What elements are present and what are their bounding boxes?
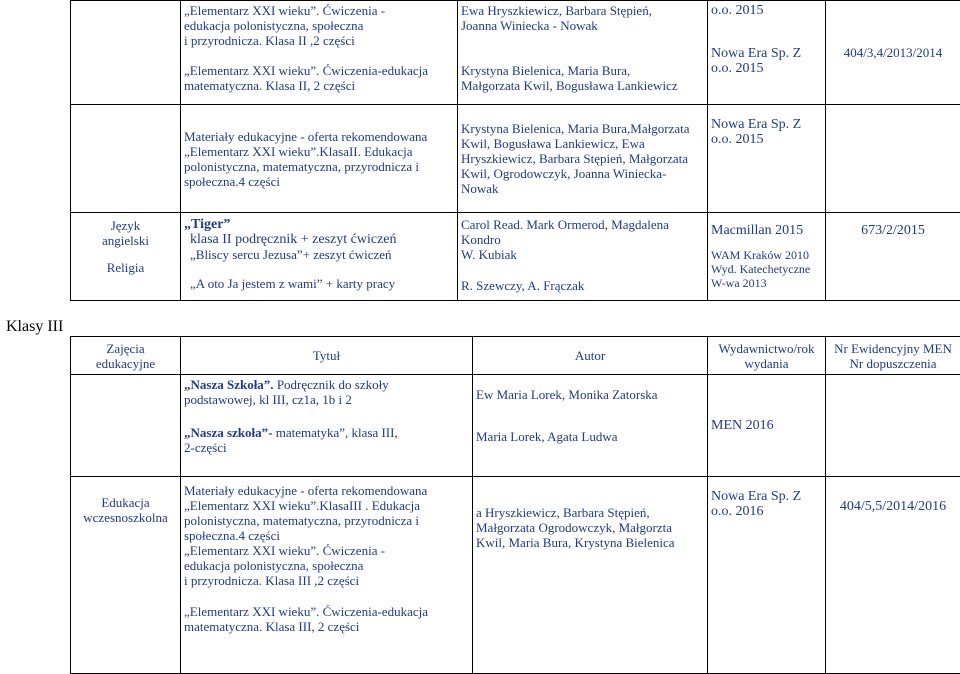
publisher-line: o.o. 2015 — [711, 61, 822, 76]
title-line: edukacja polonistyczna, społeczna — [184, 558, 469, 573]
author-line: Hryszkiewicz, Barbara Stępień, Małgorzata — [461, 151, 704, 166]
title-line: i przyrodnicza. Klasa III ,2 części — [184, 573, 469, 588]
subject-line: Język — [74, 218, 177, 233]
title-line: Materiały edukacyjne - oferta rekomendowana — [184, 483, 469, 498]
subject-cell — [71, 1, 181, 105]
author-line: Kwil, Ogrodowczyk, Joanna Winiecka- — [461, 166, 704, 181]
publisher-line: WAM Kraków 2010 — [711, 248, 822, 262]
table-row — [71, 375, 960, 477]
publisher-cell — [708, 1, 826, 105]
author-line: Małgorzata Kwil, Bogusława Lankiewicz — [461, 78, 704, 93]
publisher-line: Nowa Era Sp. Z — [711, 489, 822, 504]
title-line: „Elementarz XXI wieku”. Ćwiczenia - — [184, 543, 469, 558]
publisher-line: o.o. 2016 — [711, 504, 822, 519]
title-line: klasa II podręcznik + zeszyt ćwiczeń — [184, 232, 454, 247]
publisher-cell — [708, 105, 826, 213]
header-line: wydania — [711, 356, 822, 371]
header-line: Tytuł — [184, 348, 469, 363]
author-line: W. Kubiak — [461, 247, 704, 262]
title-line: edukacja polonistyczna, społeczna — [184, 18, 454, 33]
title-cell — [181, 105, 458, 213]
author-line: Małgorzata Ogrodowczyk, Małgorzta — [476, 520, 704, 535]
title-bold: „Tiger” — [184, 217, 230, 232]
publisher-cell — [708, 375, 826, 477]
title-cell — [181, 477, 473, 674]
number-cell — [826, 213, 960, 301]
publisher-line: Macmillan 2015 — [711, 223, 822, 238]
title-bold: „Nasza Szkoła”. — [184, 377, 274, 392]
title-cell — [181, 375, 473, 477]
author-line: a Hryszkiewicz, Barbara Stępień, — [476, 505, 704, 520]
author-line: Ewa Hryszkiewicz, Barbara Stępień, — [461, 3, 704, 18]
title-line: polonistyczna, matematyczna, przyrodnicza i — [184, 513, 469, 528]
title-line: społeczna.4 części — [184, 174, 454, 189]
publisher-cell — [708, 213, 826, 301]
author-cell — [458, 1, 708, 105]
subject-line: wczesnoszkolna — [74, 510, 177, 525]
header-title — [181, 337, 473, 375]
author-cell — [473, 375, 708, 477]
publisher-line: o.o. 2015 — [711, 3, 822, 18]
author-cell — [458, 213, 708, 301]
title-cell — [181, 213, 458, 301]
publisher-line: Wyd. Katechetyczne — [711, 262, 822, 276]
title-cell — [181, 1, 458, 105]
publisher-line: Nowa Era Sp. Z — [711, 46, 822, 61]
author-line: Kondro — [461, 232, 704, 247]
author-line: Kwil, Maria Bura, Krystyna Bielenica — [476, 535, 704, 550]
number-cell — [826, 375, 960, 477]
title-line: Materiały edukacyjne - oferta rekomendowana — [184, 129, 454, 144]
title-line: „Elementarz XXI wieku”.KlasaIII . Edukacja — [184, 498, 469, 513]
header-line: Wydawnictwo/rok — [711, 341, 822, 356]
section-heading: Klasy III — [6, 318, 63, 336]
number-cell — [826, 1, 960, 105]
top-table — [70, 0, 960, 301]
title-line: „Elementarz XXI wieku”. Ćwiczenia-edukacja — [184, 604, 469, 619]
header-row — [71, 337, 960, 375]
title-text: matematyka”, klasa III, — [272, 425, 397, 440]
publisher-line: o.o. 2015 — [711, 132, 822, 147]
approval-number: 673/2/2015 — [829, 223, 957, 238]
subject-cell — [71, 375, 181, 477]
author-line: Krystyna Bielenica, Maria Bura,Małgorzata — [461, 121, 704, 136]
author-line: Ew Maria Lorek, Monika Zatorska — [476, 387, 704, 402]
title-line: „A oto Ja jestem z wami” + karty pracy — [184, 276, 454, 291]
table-row — [71, 477, 960, 674]
header-subject — [71, 337, 181, 375]
publisher-line: W-wa 2013 — [711, 276, 822, 290]
subject-line: Religia — [74, 260, 177, 275]
header-publisher — [708, 337, 826, 375]
title-line: podstawowej, kl III, cz1a, 1b i 2 — [184, 392, 469, 407]
title-bold: „Nasza szkoła”- — [184, 425, 272, 440]
author-line: Kwil, Bogusława Lankiewicz, Ewa — [461, 136, 704, 151]
table-row — [71, 105, 960, 213]
publisher-line: Nowa Era Sp. Z — [711, 117, 822, 132]
title-line: matematyczna. Klasa III, 2 części — [184, 619, 469, 634]
table-row — [71, 1, 960, 105]
header-line: Zajęcia — [74, 341, 177, 356]
author-cell — [458, 105, 708, 213]
header-line: edukacyjne — [74, 356, 177, 371]
author-line: Carol Read. Mark Ormerod, Magdalena — [461, 217, 704, 232]
publisher-cell — [708, 477, 826, 674]
title-line: „Elementarz XXI wieku”.KlasaII. Edukacja — [184, 144, 454, 159]
bottom-table — [70, 336, 960, 674]
author-line: Nowak — [461, 181, 704, 196]
header-number — [826, 337, 960, 375]
approval-number: 404/5,5/2014/2016 — [829, 499, 957, 514]
author-line: Joanna Winiecka - Nowak — [461, 18, 704, 33]
title-line: społeczna.4 części — [184, 528, 469, 543]
table-row — [71, 213, 960, 301]
title-text: Podręcznik do szkoły — [274, 377, 389, 392]
title-line: polonistyczna, matematyczna, przyrodnicza i — [184, 159, 454, 174]
approval-number: 404/3,4/2013/2014 — [829, 45, 957, 60]
author-cell — [473, 477, 708, 674]
subject-cell — [71, 105, 181, 213]
title-line: „Elementarz XXI wieku”. Ćwiczenia - — [184, 3, 454, 18]
author-line: Maria Lorek, Agata Ludwa — [476, 429, 704, 444]
number-cell — [826, 105, 960, 213]
title-line: matematyczna. Klasa II, 2 części — [184, 78, 454, 93]
publisher-line: MEN 2016 — [711, 418, 822, 433]
author-line: R. Szewczy, A. Frączak — [461, 278, 704, 293]
title-line: 2-części — [184, 440, 469, 455]
author-line: Krystyna Bielenica, Maria Bura, — [461, 63, 704, 78]
header-line: Autor — [476, 348, 704, 363]
subject-cell — [71, 213, 181, 301]
title-line: „Elementarz XXI wieku”. Ćwiczenia-edukacja — [184, 63, 454, 78]
subject-cell — [71, 477, 181, 674]
subject-line: Edukacja — [74, 495, 177, 510]
title-line: „Bliscy sercu Jezusa”+ zeszyt ćwiczeń — [184, 247, 454, 262]
header-line: Nr Ewidencyjny MEN — [829, 341, 957, 356]
title-line: i przyrodnicza. Klasa II ,2 części — [184, 33, 454, 48]
number-cell — [826, 477, 960, 674]
subject-line: angielski — [74, 233, 177, 248]
header-author — [473, 337, 708, 375]
header-line: Nr dopuszczenia — [829, 356, 957, 371]
